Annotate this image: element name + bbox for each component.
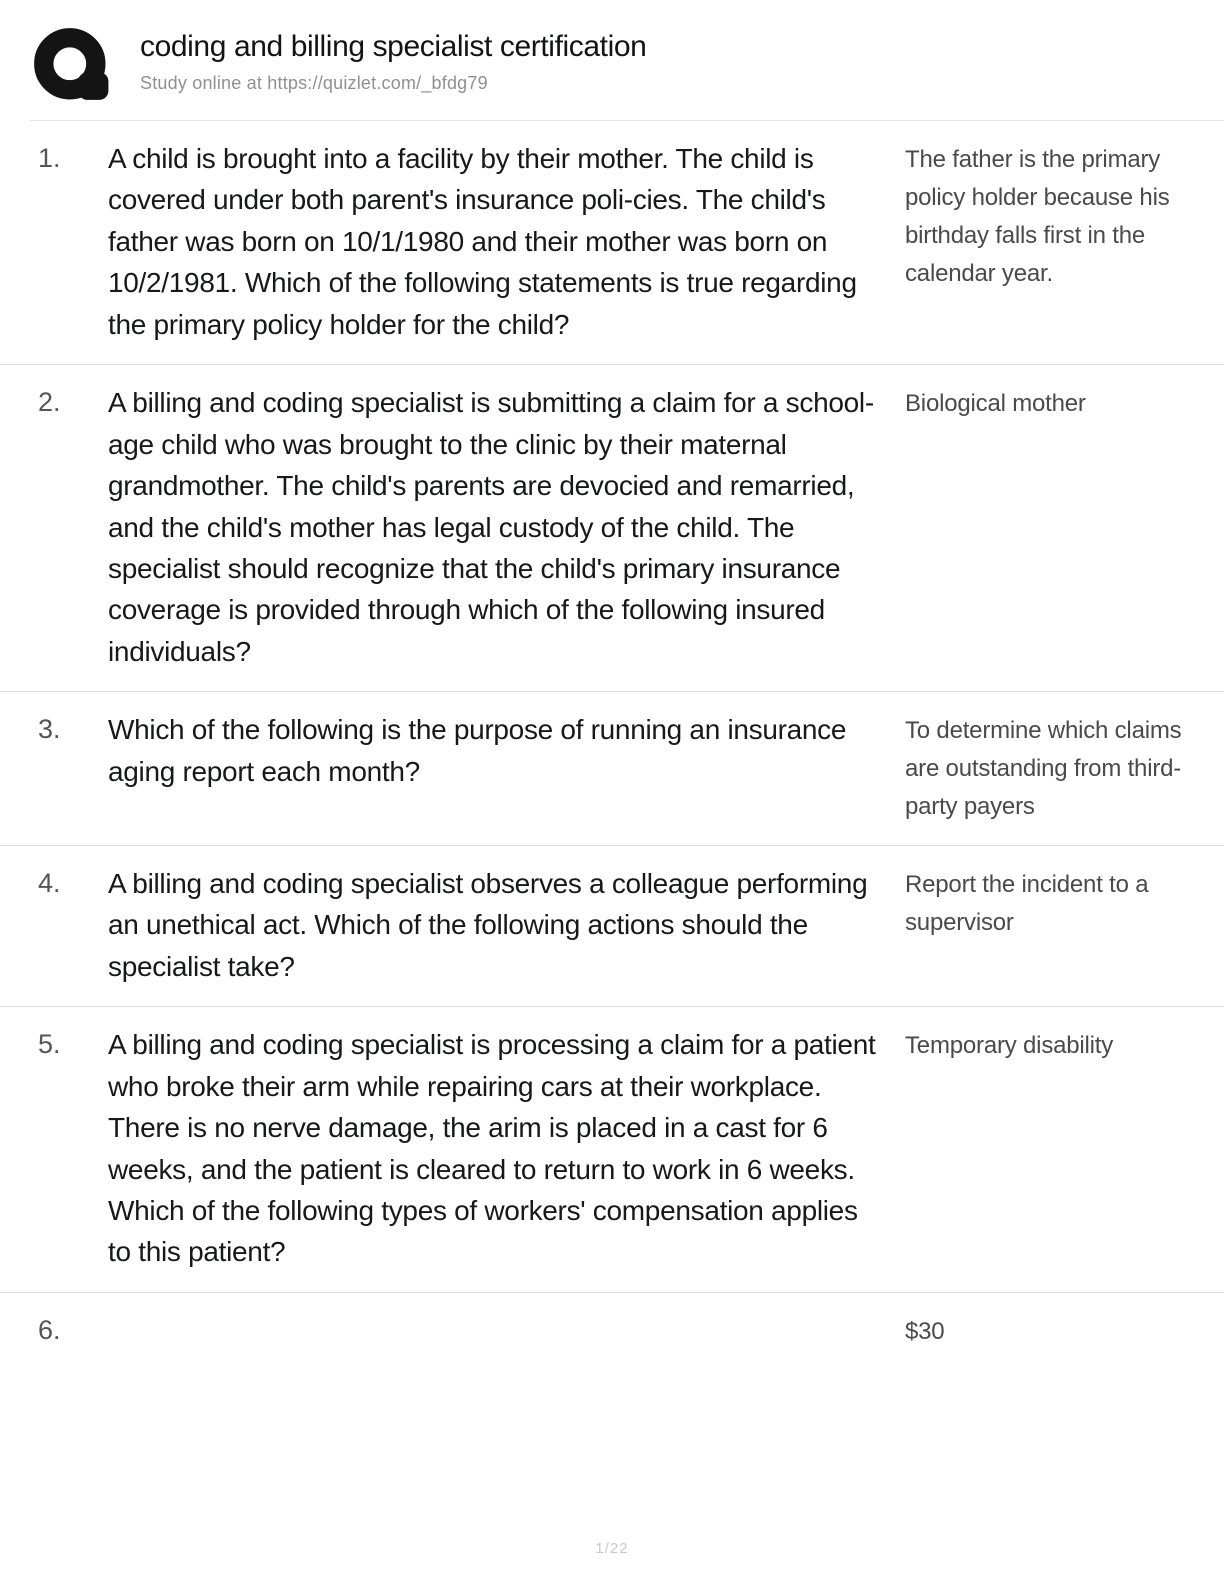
question-number: 3. [38, 714, 61, 745]
answer-text: Biological mother [905, 390, 1086, 418]
question-text: Which of the following is the purpose of running an insurance aging report each month? [108, 714, 847, 787]
question-text: A child is brought into a facility by their mother. The child is covered under both parent's insurance poli-cies. The child's father was born on 10/1/1980 and their mother was born on 10/2/1981. Which of the following statements is true regarding the primary policy holder for the child? [108, 143, 857, 340]
question-text: A billing and coding specialist is processing a claim for a patient who broke their arm while repairing cars at their workplace. There is no nerve damage, the arim is placed in a cast for 6 weeks, and the patient is cleared to return to work in 6 weeks. Which of the following types of workers' compensation applies to this patient? [108, 1029, 876, 1268]
qa-row [0, 692, 1224, 846]
question-number: 2. [38, 387, 61, 418]
qa-row [0, 365, 1224, 692]
answer-text: $30 [905, 1317, 945, 1345]
qa-row [0, 846, 1224, 1007]
quizlet-q-logo-icon [30, 26, 118, 110]
study-online-link[interactable]: Study online at https://quizlet.com/_bfdg79 [140, 72, 488, 93]
answer-text: Report the incident to a supervisor [905, 870, 1149, 936]
answer-text: Temporary disability [905, 1032, 1114, 1060]
question-text [108, 1310, 905, 1351]
qa-row [0, 1007, 1224, 1293]
qa-row [0, 121, 1224, 365]
question-number: 6. [38, 1314, 61, 1345]
set-title: coding and billing specialist certification [140, 30, 647, 63]
answer-text: The father is the primary policy holder because his birthday falls first in the calendar year. [905, 146, 1170, 287]
question-number: 4. [38, 867, 61, 898]
question-number: 1. [38, 143, 61, 173]
question-text: A billing and coding specialist is submitting a claim for a school-age child who was brought to the clinic by their maternal grandmother. The child's parents are devocied and remarried, and the child's mother has legal custody of the child. The specialist should recognize that the child's primary insurance coverage is provided through which of the following insured individuals? [108, 387, 874, 667]
answer-text: To determine which claims are outstanding from third-party payers [905, 717, 1182, 821]
header-text [140, 26, 646, 94]
question-text: A billing and coding specialist observes a colleague performing an unethical act. Which of the following actions should the specialist take? [108, 867, 868, 982]
question-number: 5. [38, 1029, 61, 1060]
qa-row [0, 1293, 1224, 1370]
page-indicator: 1/22 [595, 1540, 629, 1557]
qa-table [0, 121, 1224, 1370]
footer [0, 1540, 1224, 1558]
header [0, 0, 1224, 120]
